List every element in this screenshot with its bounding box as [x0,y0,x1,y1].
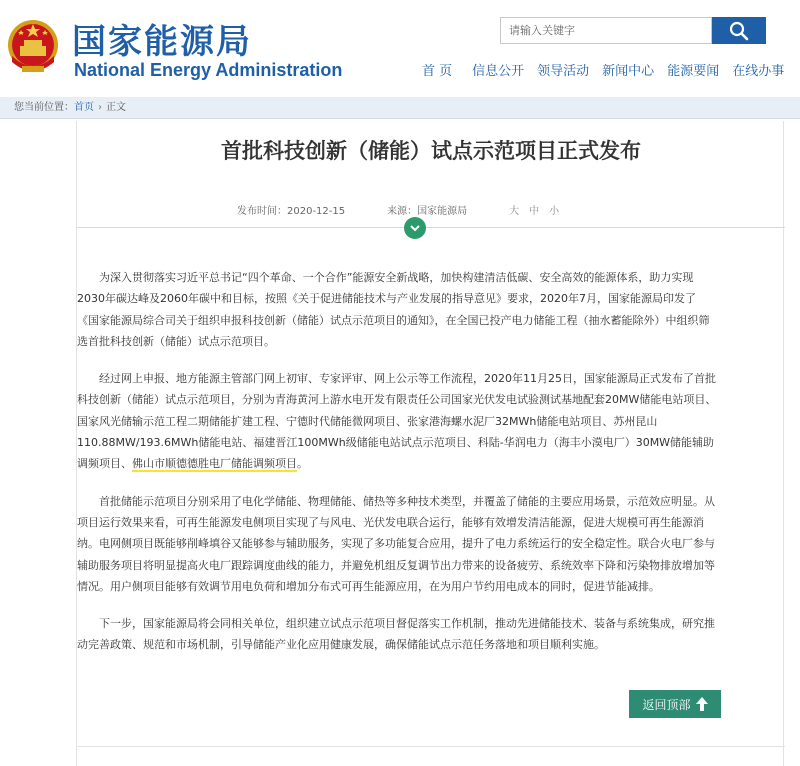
font-size-large-button[interactable]: 大 [509,206,520,217]
article-source: 来源：国家能源局 [387,206,468,217]
nav-news-center[interactable]: 新闻中心 [602,64,655,79]
paragraph-tail: 。 [297,457,308,471]
site-name-en: National Energy Administration [74,60,343,80]
breadcrumb [0,97,800,119]
nav-home[interactable]: 首 页 [422,64,453,79]
nav-info-disclosure[interactable]: 信息公开 [472,64,525,79]
font-size-medium-button[interactable]: 中 [529,206,540,217]
article-card [76,121,784,766]
article-paragraph: 首批储能示范项目分别采用了电化学储能、物理储能、储热等多种技术类型，并覆盖了储能的主要应用场景，示范效应明显。从项目运行效果来看，可再生能源发电侧项目实现了与风电、光伏发电联合运行，能够有效增发清洁能源，促进大规模可再生能源消纳。电网侧项目既能够削峰填谷又能够参与辅助服务，实现了多功能复合应用，提升了电力系统运行的安全稳定性。联合火电厂参与辅助服务项目将明显提高火电厂跟踪调度曲线的能力，并避免机组反复调节出力带来的设备疲劳、系统效率下降和污染物排放增加等情况。用户侧项目能够有效调节用电负荷和增加分布式可再生能源应用，在为用户节约用电成本的同时，促进节能减排。 [77,494,715,593]
site-header [0,0,800,92]
breadcrumb-home-link[interactable]: 首页 [74,102,94,113]
breadcrumb-separator: › [98,102,102,113]
nav-energy-news[interactable]: 能源要闻 [667,64,720,79]
back-to-top-button[interactable] [629,690,721,718]
paragraph-text: 经过网上申报、地方能源主管部门网上初审、专家评审、网上公示等工作流程，2020年11月25日，国家能源局正式发布了首批科技创新（储能）试点示范项目，分别为青海黄河上游水电开发有限责任公司国家光伏发电试验测试基地配套20MW储能电站项目、国家风光储输示范工程二期储能扩建工程、宁德时代储能微网项目、张家港海螺水泥厂32MWh储能电站项目、苏州昆山110.88MW/193.6MWh储能电站、福建晋江100MWh级储能电站试点示范项目、科陆-华润电力（海丰小漠电厂）30MW储能辅助调频项目、 [77,372,717,471]
article-paragraph: 为深入贯彻落实习近平总书记“四个革命、一个合作”能源安全新战略，加快构建清洁低碳、安全高效的能源体系，助力实现2030年碳达峰及2060年碳中和目标，按照《关于促进储能技术与产业发展的指导意见》要求，2020年7月，国家能源局印发了《国家能源局综合司关于组织申报科技创新（储能）试点示范项目的通知》，在全国已投产电力储能工程（抽水蓄能除外）中组织筛选首批科技创新（储能）试点示范项目。 [77,271,710,348]
national-emblem-icon [4,16,62,78]
search-icon [729,21,749,41]
collapse-toggle-button[interactable] [404,217,426,239]
highlighted-project: 佛山市顺德德胜电厂储能调频项目 [132,457,297,471]
font-size-small-button[interactable]: 小 [549,206,560,217]
arrow-up-icon [696,697,708,711]
search-button[interactable] [712,17,766,44]
article-paragraph [77,368,717,474]
nav-leadership[interactable]: 领导活动 [537,64,590,79]
article-title: 首批科技创新（储能）试点示范项目正式发布 [221,139,641,163]
chevron-down-icon [409,222,421,234]
breadcrumb-label: 您当前位置： [14,102,74,113]
article-body [77,267,717,672]
breadcrumb-current: 正文 [106,102,126,113]
site-name-cn: 国家能源局 [72,22,252,62]
article-meta [237,202,569,217]
search-input[interactable] [500,17,712,44]
card-bottom-divider [77,746,785,747]
nav-online-services[interactable]: 在线办事 [732,64,785,79]
back-to-top-label: 返回顶部 [642,697,691,712]
meta-divider [77,227,785,228]
article-paragraph: 下一步，国家能源局将会同相关单位，组织建立试点示范项目督促落实工作机制，推动先进储能技术、装备与系统集成，研究推动完善政策、规范和市场机制，引导储能产业化应用健康发展，确保储能试点示范任务落地和项目顺利实施。 [77,617,715,652]
publish-time: 发布时间：2020-12-15 [237,206,346,217]
main-nav [422,60,784,79]
